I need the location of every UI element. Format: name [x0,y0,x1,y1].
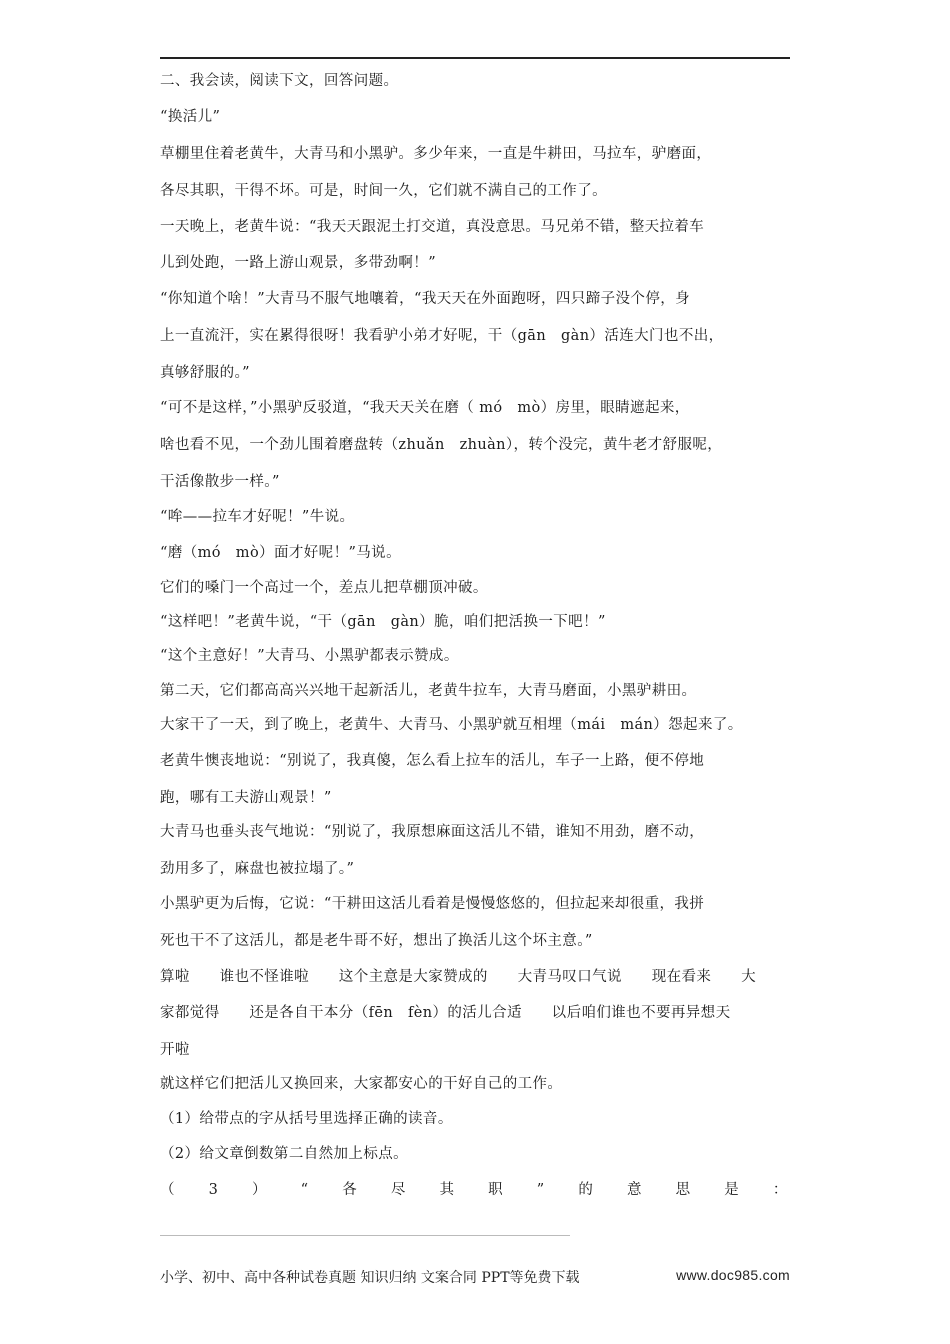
text-line: 草棚里住着老黄牛，大青马和小黑驴。多少年来，一直是牛耕田，马拉车，驴磨面， [160,146,712,162]
question-3-char: ） [252,1182,267,1198]
question-3-char: 其 [439,1182,455,1198]
text-line: “你知道个啥！”大青马不服气地嚷着，“我天天在外面跑呀，四只蹄子没个停，身 [160,291,691,307]
text-line: 啥也看不见，一个劲儿围着磨盘转（zhuǎn zhuàn），转个没完，黄牛老才舒服呢， [160,437,723,453]
text-line: 它们的嗓门一个高过一个，差点儿把草棚顶冲破。 [160,580,488,596]
text-line: 大青马也垂头丧气地说：“别说了，我原想麻面这活儿不错，谁知不用劲，磨不动， [160,824,705,840]
question-3-char: （ [160,1182,175,1198]
text-line: 大家干了一天，到了晚上，老黄牛、大青马、小黑驴就互相埋（mái mán）怨起来了。 [160,717,743,733]
text-line: 上一直流汗，实在累得很呀！我看驴小弟才好呢，干（gān gàn）活连大门也不出， [160,328,724,344]
text-line: 就这样它们把活儿又换回来，大家都安心的干好自己的工作。 [160,1076,563,1092]
text-line: （1）给带点的字从括号里选择正确的读音。 [160,1111,453,1127]
text-line: 死也干不了这活儿，都是老牛哥不好，想出了换活儿这个坏主意。” [160,933,593,949]
text-line: （2）给文章倒数第二自然加上标点。 [160,1146,409,1162]
question-3-char: 各 [342,1182,358,1198]
question-3 [160,1181,788,1199]
text-line: “可不是这样，”小黑驴反驳道，“我天天关在磨（ mó mò）房里，眼睛遮起来， [160,400,690,416]
story-title: “换活儿” [160,109,221,125]
section-heading: 二、我会读，阅读下文，回答问题。 [160,73,399,89]
question-3-char: 的 [578,1182,594,1198]
text-line: 家都觉得 还是各自干本分（fēn fèn）的活儿合适 以后咱们谁也不要再异想天 [160,1005,731,1021]
question-3-char: 是 [724,1182,740,1198]
question-3-char: ” [536,1182,545,1198]
text-line: 儿到处跑，一路上游山观景，多带劲啊！” [160,255,437,271]
question-3-char: 思 [675,1182,691,1198]
top-rule [160,57,790,59]
question-3-char: 意 [626,1182,642,1198]
answer-line [160,1235,570,1236]
text-line: 干活像散步一样。” [160,474,280,490]
text-line: “哞——拉车才好呢！”牛说。 [160,509,355,525]
question-3-char: 3 [208,1182,219,1198]
text-line: 算啦 谁也不怪谁啦 这个主意是大家赞成的 大青马叹口气说 现在看来 大 [160,969,756,985]
footer [160,1267,790,1287]
question-3-char: ： [772,1182,788,1198]
text-line: “磨（mó mò）面才好呢！”马说。 [160,545,401,561]
text-line: “这样吧！”老黄牛说，“干（gān gàn）脆，咱们把活换一下吧！” [160,614,606,630]
text-line: 跑，哪有工夫游山观景！” [160,790,332,806]
footer-url[interactable]: www.doc985.com [676,1267,790,1283]
text-line: 第二天，它们都高高兴兴地干起新活儿，老黄牛拉车，大青马磨面，小黑驴耕田。 [160,683,697,699]
footer-text: 小学、初中、高中各种试卷真题 知识归纳 文案合同 PPT等免费下载 [160,1270,580,1286]
text-line: 老黄牛懊丧地说：“别说了，我真傻，怎么看上拉车的活儿，车子一上路，便不停地 [160,753,705,769]
text-line: 劲用多了，麻盘也被拉塌了。” [160,861,355,877]
text-line: 开啦 [160,1042,190,1058]
text-line: 一天晚上，老黄牛说：“我天天跟泥土打交道，真没意思。马兄弟不错，整天拉着车 [160,219,705,235]
text-line: 小黑驴更为后悔，它说：“干耕田这活儿看着是慢慢悠悠的，但拉起来却很重，我拼 [160,896,705,912]
text-line: “这个主意好！”大青马、小黑驴都表示赞成。 [160,648,459,664]
question-3-char: 尽 [390,1182,406,1198]
question-3-char: 职 [488,1182,504,1198]
text-line: 真够舒服的。” [160,365,250,381]
text-line: 各尽其职，干得不坏。可是，时间一久，它们就不满自己的工作了。 [160,183,607,199]
question-3-char: “ [300,1182,309,1198]
